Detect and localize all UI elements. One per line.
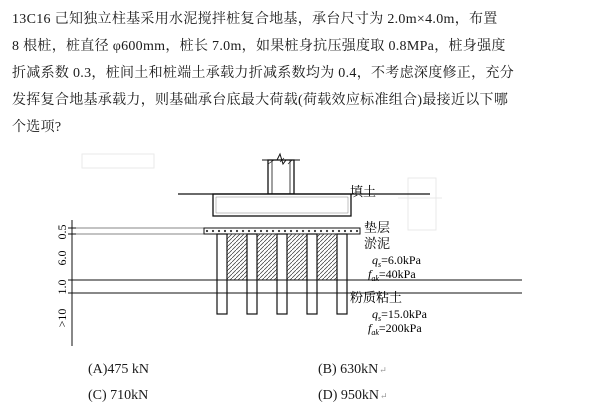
clay-fak: $f_{ak}=200kPa$ — [368, 321, 422, 337]
column — [268, 158, 294, 194]
dimension-line — [68, 220, 204, 346]
question-line: 折减系数 0.3，桩间土和桩端土承载力折减系数均为 0.4，不考虑深度修正，充分 — [12, 66, 514, 81]
dim-bottom: >10 — [55, 308, 69, 328]
option-a-label: (A)475 kN — [88, 362, 150, 377]
label-fill: 填土 — [350, 184, 377, 199]
foundation-diagram — [0, 150, 609, 360]
label-clay: 粉质粘土 — [350, 290, 403, 305]
option-c-label: (C) 710kN — [88, 388, 149, 403]
dim-cushion: 0.5 — [55, 224, 69, 240]
option-b-label: (B) 630kN — [318, 362, 379, 377]
pile — [277, 234, 287, 314]
dim-silt: 6.0 — [55, 250, 69, 266]
option-a[interactable] — [88, 362, 149, 378]
question-line: 发挥复合地基承载力，则基础承台底最大荷载(荷载效应标准组合)最接近以下哪 — [12, 93, 509, 108]
pile-cap — [213, 194, 351, 216]
label-cushion: 垫层 — [364, 220, 391, 235]
pile — [217, 234, 227, 314]
option-c[interactable] — [88, 388, 148, 404]
paragraph-mark-icon: ↵ — [380, 391, 388, 401]
pile — [307, 234, 317, 314]
option-d[interactable] — [318, 388, 388, 404]
question-text — [12, 6, 592, 141]
option-d-label: (D) 950kN — [318, 388, 380, 403]
cushion-layer — [204, 228, 360, 234]
question-line: 个选项? — [12, 120, 62, 135]
option-b[interactable] — [318, 362, 387, 378]
silt-fak: $f_{ak}=40kPa$ — [368, 267, 416, 283]
pile — [337, 234, 347, 314]
question-line: 13C16 己知独立柱基采用水泥搅拌桩复合地基，承台尺寸为 2.0m×4.0m，布置 — [12, 12, 498, 27]
background-artifacts — [82, 154, 442, 230]
clay-qs: $q_s=15.0kPa$ — [372, 307, 427, 323]
answer-options — [0, 356, 609, 410]
silt-qs: $q_s=6.0kPa$ — [372, 253, 421, 269]
pile — [247, 234, 257, 314]
paragraph-mark-icon: ↵ — [379, 365, 387, 375]
dim-clay: 1.0 — [55, 279, 69, 295]
question-line: 8 根桩，桩直径 φ600mm，桩长 7.0m，如果桩身抗压强度取 0.8MPa，桩身强度 — [12, 39, 506, 54]
label-silt: 淤泥 — [364, 236, 391, 251]
